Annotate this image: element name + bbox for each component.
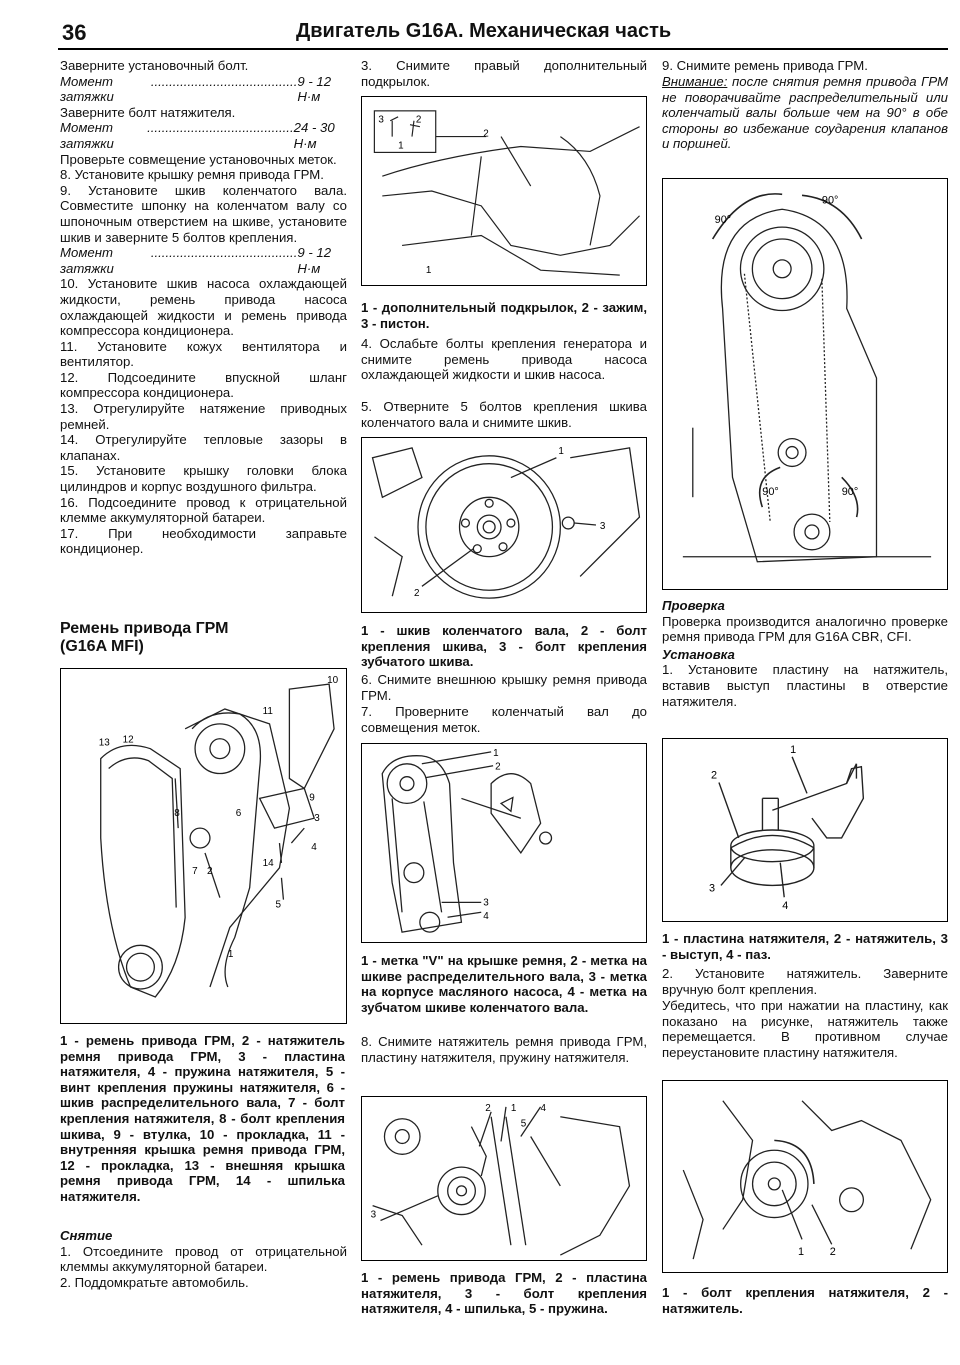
rotation-limits-drawing (663, 179, 947, 589)
subsection-title: Снятие (60, 1228, 113, 1243)
text-line: 16. Подсоедините провод к отрицательной клемме аккумуляторной батареи. (60, 494, 347, 526)
figure-label: 1 (510, 1102, 517, 1114)
figure-label: 1 (493, 747, 499, 759)
figure-label: 12 (122, 734, 134, 746)
torque-line: Момент затяжки ........................................ 9 - 12 Н·м (60, 73, 332, 105)
angle-label: 90° (841, 486, 859, 499)
figure-label: 1 (227, 949, 234, 961)
figure-label: 3 (599, 520, 606, 532)
warning-text: после снятия ремня привода ГРМ не поворачивайте распределительный или коленчатый валы больше чем на 90° в обе стороны во избежание соударения клапанов и поршней. (662, 74, 948, 152)
figure-tensioner-plate (662, 738, 948, 922)
text-line: 14. Отрегулируйте тепловые зазоры в клапанах. (60, 432, 347, 463)
figure-splash-guard (361, 96, 647, 286)
figure-rotation-limits (662, 178, 948, 590)
figure-label: 2 (415, 114, 422, 126)
figure-label: 1 (790, 743, 797, 756)
figure-label: 3 (370, 1209, 377, 1221)
page-number: 36 (62, 20, 87, 45)
warning-block (662, 74, 948, 152)
figure-label: 5 (520, 1118, 527, 1130)
text-line: 2. Поддомкратьте автомобиль. (60, 1274, 249, 1290)
torque-line: Момент затяжки ........................................ 24 - 30 Н·м (60, 120, 335, 151)
text-line: 8. Установите крышку ремня привода ГРМ. (60, 167, 324, 183)
subsection-title: Установка (662, 646, 735, 662)
figure-caption: 1 - шкив коленчатого вала, 2 - болт крепления шкива, 3 - болт крепления зубчатого шкива. (361, 623, 647, 670)
text-line: 15. Установите крышку головки блока цилиндров и корпус воздушного фильтра. (60, 463, 347, 495)
figure-label: 13 (98, 737, 110, 749)
text-line: 9. Установите шкив коленчатого вала. Совместите шпонку на коленчатом валу со шпоночным отверстием на шкиве, установите шкив и заверните 5 болтов крепления. (60, 182, 347, 245)
figure-label: 2 (829, 1246, 836, 1259)
figure-crankshaft-pulley (361, 437, 647, 613)
angle-label: 90° (821, 194, 839, 207)
figure-label: 8 (174, 808, 180, 820)
figure-caption: 1 - ремень привода ГРМ, 2 - натяжитель ремня привода ГРМ, 3 - пластина натяжителя, 4 - пружина натяжителя, 5 - винт крепления пружины натяжителя, 6 - шкив распределительного вала, 7 - болт крепления натяжителя, 8 - болт крепления шкива, 9 - втулка, 10 - прокладка, 11 - внутренняя крышка ремня привода ГРМ, 12 - прокладка, 13 - внешняя крышка ремня привода ГРМ, 14 - шпилька натяжителя. (60, 1033, 345, 1204)
check-section (662, 598, 948, 709)
column-1 (60, 58, 347, 557)
angle-label: 90° (762, 486, 779, 499)
tensioner-plate-drawing (663, 739, 947, 921)
step-6: 6. Снимите внешнюю крышку ремня привода ГРМ. (361, 672, 647, 703)
figure-label: 2 (711, 769, 718, 782)
running-title: Двигатель G16A. Механическая часть (296, 20, 672, 42)
crankshaft-pulley-drawing (362, 438, 646, 612)
step-4: 4. Ослабьте болты крепления генератора и снимите ремень привода насоса охлаждающей жидкости и шкив насоса. (361, 336, 647, 383)
text-line: 10. Установите шкив насоса охлаждающей жидкости, ремень привода насоса охлаждающей жидкости и ремень привода компрессора кондиционера. (60, 276, 347, 339)
figure-label: 4 (483, 911, 489, 923)
text-line: Заверните установочный болт. (60, 58, 249, 73)
figure-label: 4 (311, 841, 317, 853)
figure-caption: 1 - метка "V" на крышке ремня, 2 - метка на шкиве распределительного вала, 3 - метка на корпусе масляного насоса, 4 - метка на зубчатом шкиве коленчатого вала. (361, 953, 647, 1015)
figure-label: 3 (483, 897, 489, 909)
figure-tensioner-removal (361, 1096, 647, 1261)
figure-label: 2 (414, 588, 420, 600)
text-line: Проверка производится аналогично проверке ремня привода ГРМ для G16A CBR, CFI. (662, 613, 948, 645)
figure-label: 2 (495, 761, 501, 773)
figure-label: 1 (558, 445, 564, 457)
text-line: 1. Отсоедините провод от отрицательной клеммы аккумуляторной батареи. (60, 1243, 347, 1275)
timing-marks-drawing (362, 744, 646, 942)
step-8: 8. Снимите натяжитель ремня привода ГРМ, пластину натяжителя, пружину натяжителя. (361, 1034, 647, 1065)
subsection-title: Проверка (662, 598, 725, 613)
text-line: 12. Подсоедините впускной шланг компрессора кондиционера. (60, 369, 347, 401)
tensioner-install-drawing (663, 1081, 947, 1272)
figure-label: 3 (709, 882, 716, 895)
text-line: 17. При необходимости заправьте кондиционер. (60, 525, 347, 557)
figure-label: 11 (262, 705, 273, 717)
figure-label: 5 (275, 899, 282, 911)
section-title: Ремень привода ГРМ (G16A MFI) (60, 620, 229, 655)
warning-label: Внимание: (662, 74, 728, 89)
figure-label: 3 (314, 813, 320, 825)
figure-label: 1 (425, 265, 432, 277)
figure-label: 4 (782, 900, 789, 913)
removal-section (60, 1228, 347, 1290)
figure-label: 6 (235, 808, 242, 820)
text-line: 1. Установите пластину на натяжитель, вставив выступ пластины в отверстие натяжителя. (662, 662, 948, 709)
figure-caption: 1 - дополнительный подкрылок, 2 - зажим, 3 - пистон. (361, 300, 647, 331)
step-7: 7. Проверните коленчатый вал до совмещения меток. (361, 704, 647, 735)
figure-label: 2 (485, 1102, 491, 1114)
angle-label: 90° (714, 214, 732, 227)
figure-caption: 1 - пластина натяжителя, 2 - натяжитель, 3 - выступ, 4 - паз. (662, 931, 948, 962)
page-header (58, 14, 948, 50)
text-line: Заверните болт натяжителя. (60, 104, 236, 120)
install-step-2: 2. Установите натяжитель. Заверните вручную болт крепления. (662, 966, 948, 997)
torque-line: Момент затяжки ........................................ 9 - 12 Н·м (60, 245, 332, 276)
figure-label: 2 (483, 128, 489, 140)
figure-label: 4 (540, 1102, 547, 1114)
text-line: 13. Отрегулируйте натяжение приводных ремней. (60, 401, 347, 432)
figure-label: 1 (398, 140, 404, 152)
figure-label: 7 (192, 865, 198, 877)
figure-label: 2 (206, 865, 213, 877)
figure-tensioner-install (662, 1080, 948, 1273)
step-3: 3. Снимите правый дополнительный подкрылок. (361, 58, 647, 89)
step-5: 5. Отверните 5 болтов крепления шкива коленчатого вала и снимите шкив. (361, 399, 647, 430)
figure-caption: 1 - ремень привода ГРМ, 2 - пластина натяжителя, 3 - болт крепления натяжителя, 4 - шпилька, 5 - пружина. (361, 1270, 647, 1317)
figure-label: 10 (327, 675, 339, 687)
figure-timing-marks (361, 743, 647, 943)
figure-caption: 1 - болт крепления натяжителя, 2 - натяжитель. (662, 1285, 948, 1316)
figure-label: 9 (309, 792, 315, 804)
step-9: 9. Снимите ремень привода ГРМ. (662, 58, 868, 73)
figure-label: 1 (798, 1246, 805, 1259)
text-line: Проверьте совмещение установочных меток. (60, 151, 337, 167)
figure-timing-belt-exploded (60, 668, 347, 1024)
figure-label: 14 (262, 857, 274, 869)
splash-guard-drawing (362, 97, 646, 285)
install-step-2b: Убедитесь, что при нажатии на пластину, как показано на рисунке, натяжитель также перемещается. В противном случае переустановите пластину натяжителя. (662, 998, 948, 1060)
tensioner-removal-drawing (362, 1097, 646, 1260)
text-line: 11. Установите кожух вентилятора и вентилятор. (60, 338, 347, 370)
exploded-view-drawing (61, 669, 346, 1023)
figure-label: 3 (378, 114, 384, 126)
